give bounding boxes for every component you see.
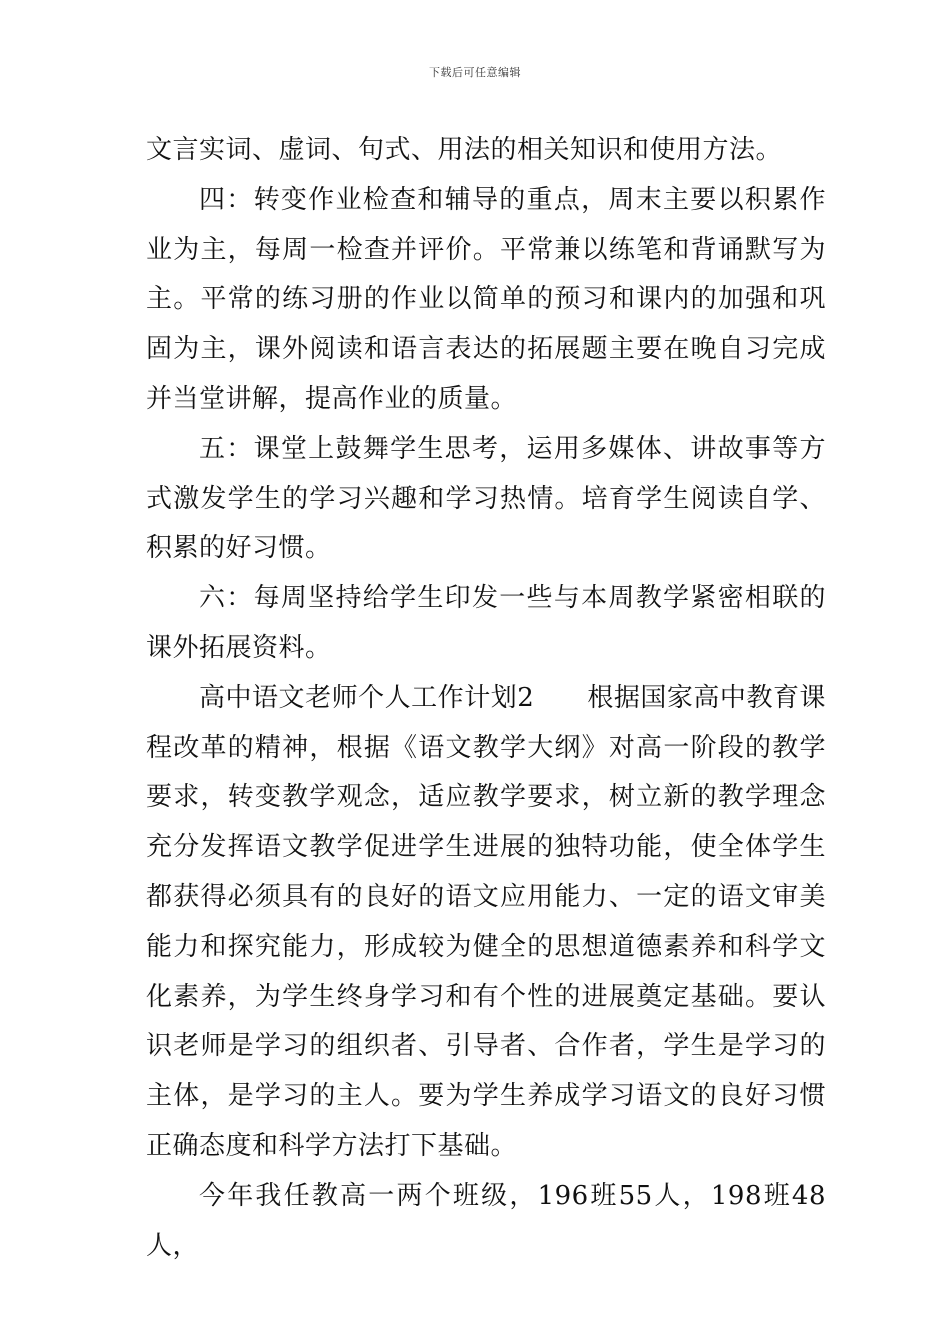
paragraph-5: 高中语文老师个人工作计划2 根据国家高中教育课程改革的精神，根据《语文教学大纲》对高一阶段的教学要求，转变教学观念，适应教学要求，树立新的教学理念充分发挥语文教学促进学生进展的独特功能，使全体学生都获得必须具有的良好的语文应用能力、一定的语文审美能力和探究能力，形成较为健全的思想道德素养和科学文化素养，为学生终身学习和有个性的进展奠定基础。要认识老师是学习的组织者、引导者、合作者，学生是学习的主体，是学习的主人。要为学生养成学习语文的良好习惯正确态度和科学方法打下基础。 — [146, 682, 826, 1161]
paragraph-2: 四：转变作业检查和辅导的重点，周末主要以积累作业为主，每周一检查并评价。平常兼以练笔和背诵默写为主。平常的练习册的作业以简单的预习和课内的加强和巩固为主，课外阅读和语言表达的拓展题主要在晚自习完成并当堂讲解，提高作业的质量。 — [146, 184, 826, 414]
paragraph-1: 文言实词、虚词、句式、用法的相关知识和使用方法。 — [146, 135, 783, 165]
page-header: 下载后可任意编辑 — [429, 66, 521, 79]
paragraph-3: 五：课堂上鼓舞学生思考，运用多媒体、讲故事等方式激发学生的学习兴趣和学习热情。培育学生阅读自学、积累的好习惯。 — [146, 433, 826, 564]
paragraph-6: 今年我任教高一两个班级，196班55人，198班48人， — [146, 1180, 826, 1261]
paragraph-4: 六：每周坚持给学生印发一些与本周教学紧密相联的课外拓展资料。 — [146, 583, 826, 663]
document-body — [146, 126, 826, 1271]
